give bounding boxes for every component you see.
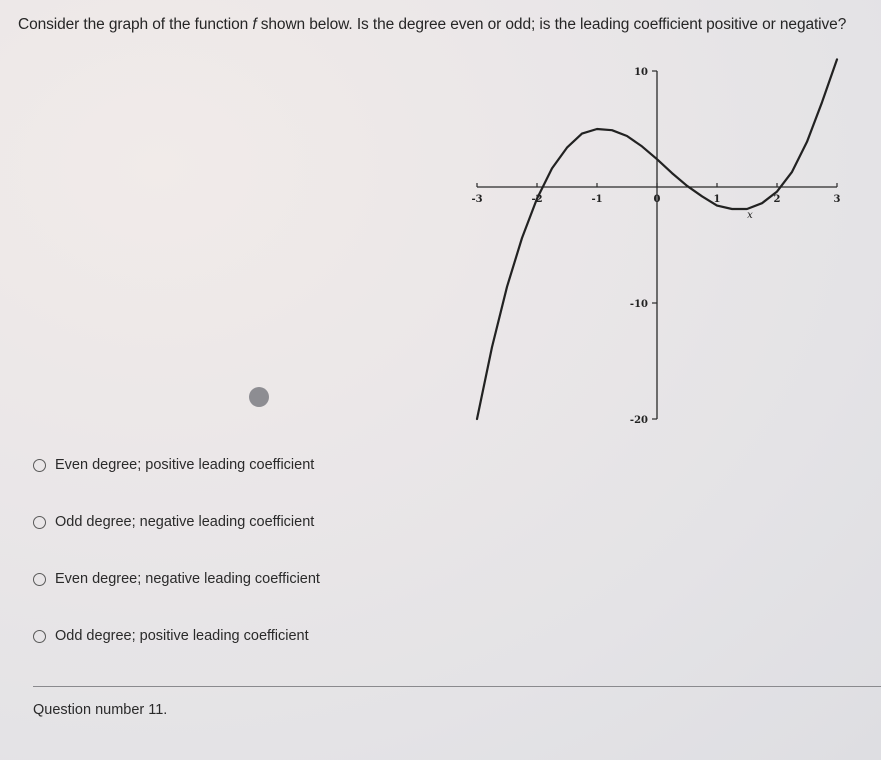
- radio-button[interactable]: [33, 459, 46, 472]
- option-even-negative[interactable]: [33, 571, 320, 587]
- x-tick-label: -3: [471, 194, 483, 205]
- radio-button[interactable]: [33, 516, 46, 529]
- x-tick-label: -2: [531, 194, 543, 205]
- option-odd-positive[interactable]: [33, 628, 309, 644]
- divider: [33, 686, 881, 687]
- y-tick-label: -10: [629, 299, 648, 310]
- option-label: Even degree; negative leading coefficient: [55, 571, 320, 587]
- x-tick-label: 2: [773, 194, 781, 205]
- radio-button[interactable]: [33, 630, 46, 643]
- option-label: Even degree; positive leading coefficient: [55, 457, 315, 473]
- y-tick-label: 10: [634, 67, 648, 78]
- option-even-positive[interactable]: [33, 457, 314, 473]
- x-tick-label: 3: [833, 194, 841, 205]
- function-symbol: f: [252, 16, 257, 33]
- x-tick-label: 0: [653, 194, 661, 205]
- radio-button[interactable]: [33, 573, 46, 586]
- x-axis-label: x: [747, 210, 753, 221]
- option-label: Odd degree; negative leading coefficient: [55, 514, 315, 530]
- question-suffix: shown below. Is the degree even or odd; is the leading coefficient positive or negative?: [256, 16, 847, 33]
- option-odd-negative[interactable]: [33, 514, 314, 530]
- x-tick-label: 1: [713, 194, 721, 205]
- next-question-label: Question number 11.: [33, 702, 168, 718]
- cursor-dot: [249, 387, 269, 407]
- question-prefix: Consider the graph of the function: [18, 16, 253, 33]
- y-tick-label: -20: [629, 415, 648, 426]
- x-tick-label: -1: [591, 194, 603, 205]
- option-label: Odd degree; positive leading coefficient: [55, 628, 309, 644]
